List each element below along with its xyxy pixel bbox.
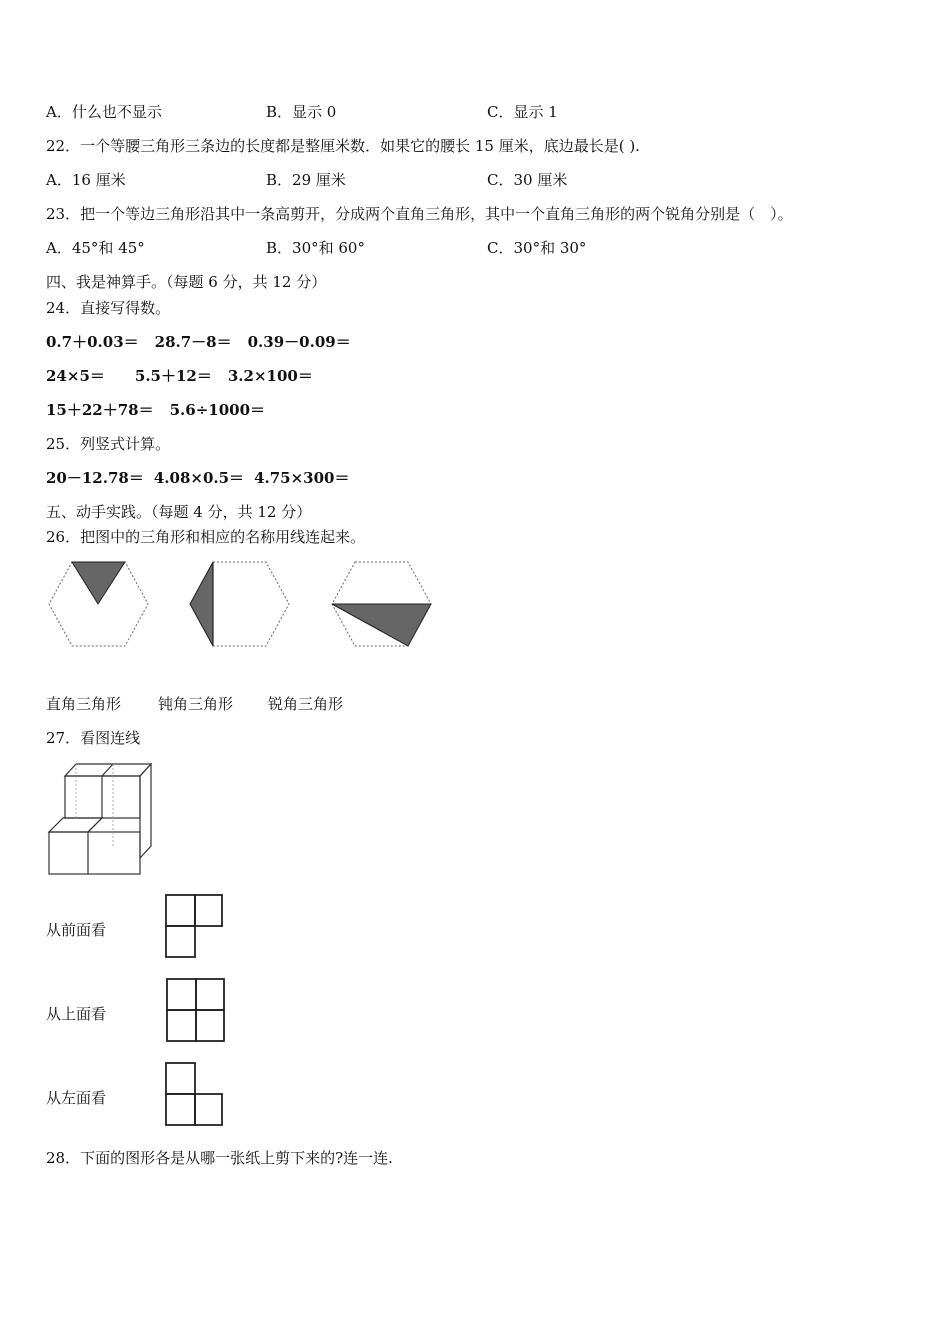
q24-expr: 3.2×100＝ bbox=[227, 367, 313, 385]
view-diagram-left bbox=[162, 1060, 232, 1130]
q24-stem: 24．直接写得数。 bbox=[46, 299, 171, 317]
q26-figures bbox=[0, 556, 950, 666]
hexagon-figure-3 bbox=[332, 562, 431, 646]
cube-solid-figure bbox=[45, 760, 165, 880]
q25-row bbox=[46, 468, 349, 488]
q22-stem: 22．一个等腰三角形三条边的长度都是整厘米数．如果它的腰长 15 厘米，底边最长是( ). bbox=[46, 137, 640, 155]
q24-row-2 bbox=[46, 366, 313, 386]
q21-option-b: B．显示 0 bbox=[266, 103, 337, 121]
q25-stem: 25．列竖式计算。 bbox=[46, 435, 171, 453]
q25-expr: 4.75×300＝ bbox=[254, 469, 350, 487]
q23-option-b: B．30°和 60° bbox=[266, 239, 365, 257]
section-5-heading: 五、动手实践。（每题 4 分，共 12 分） bbox=[46, 503, 312, 521]
q24-expr: 0.7＋0.03＝ bbox=[46, 333, 139, 351]
hexagon-figure-1 bbox=[49, 562, 148, 646]
hexagon-figure-2 bbox=[190, 562, 289, 646]
view-diagram-top bbox=[162, 976, 232, 1046]
q22-option-c: C．30 厘米 bbox=[487, 171, 568, 189]
view-label-front: 从前面看 bbox=[46, 921, 107, 939]
triangle-name-acute: 锐角三角形 bbox=[268, 695, 344, 713]
q23-stem: 23．把一个等边三角形沿其中一条高剪开，分成两个直角三角形，其中一个直角三角形的两个锐角分别是（ ）。 bbox=[46, 205, 793, 223]
view-diagram-front bbox=[162, 892, 232, 962]
q27-stem: 27．看图连线 bbox=[46, 729, 141, 747]
q22-option-a: A．16 厘米 bbox=[46, 171, 126, 189]
q23-option-a: A．45°和 45° bbox=[46, 239, 145, 257]
q25-expr: 4.08×0.5＝ bbox=[153, 469, 245, 487]
section-4-heading: 四、我是神算手。（每题 6 分，共 12 分） bbox=[46, 273, 327, 291]
q24-row-3 bbox=[46, 400, 265, 420]
view-label-left: 从左面看 bbox=[46, 1089, 107, 1107]
triangle-name-obtuse: 钝角三角形 bbox=[158, 695, 234, 713]
triangle-name-right: 直角三角形 bbox=[46, 695, 122, 713]
q28-stem: 28．下面的图形各是从哪一张纸上剪下来的?连一连. bbox=[46, 1149, 393, 1167]
q26-stem: 26．把图中的三角形和相应的名称用线连起来。 bbox=[46, 528, 366, 546]
q21-option-c: C．显示 1 bbox=[487, 103, 558, 121]
q21-option-a: A．什么也不显示 bbox=[46, 103, 162, 121]
q24-row-1 bbox=[46, 332, 351, 352]
q24-expr: 5.6÷1000＝ bbox=[169, 401, 266, 419]
q24-expr: 24×5＝ bbox=[46, 367, 105, 385]
q24-expr: 5.5＋12＝ bbox=[134, 367, 212, 385]
q25-expr: 20－12.78＝ bbox=[46, 469, 144, 487]
q24-expr: 28.7－8＝ bbox=[154, 333, 232, 351]
q24-expr: 0.39－0.09＝ bbox=[247, 333, 351, 351]
q24-expr: 15＋22＋78＝ bbox=[46, 401, 154, 419]
q22-option-b: B．29 厘米 bbox=[266, 171, 346, 189]
q23-option-c: C．30°和 30° bbox=[487, 239, 587, 257]
view-label-top: 从上面看 bbox=[46, 1005, 107, 1023]
